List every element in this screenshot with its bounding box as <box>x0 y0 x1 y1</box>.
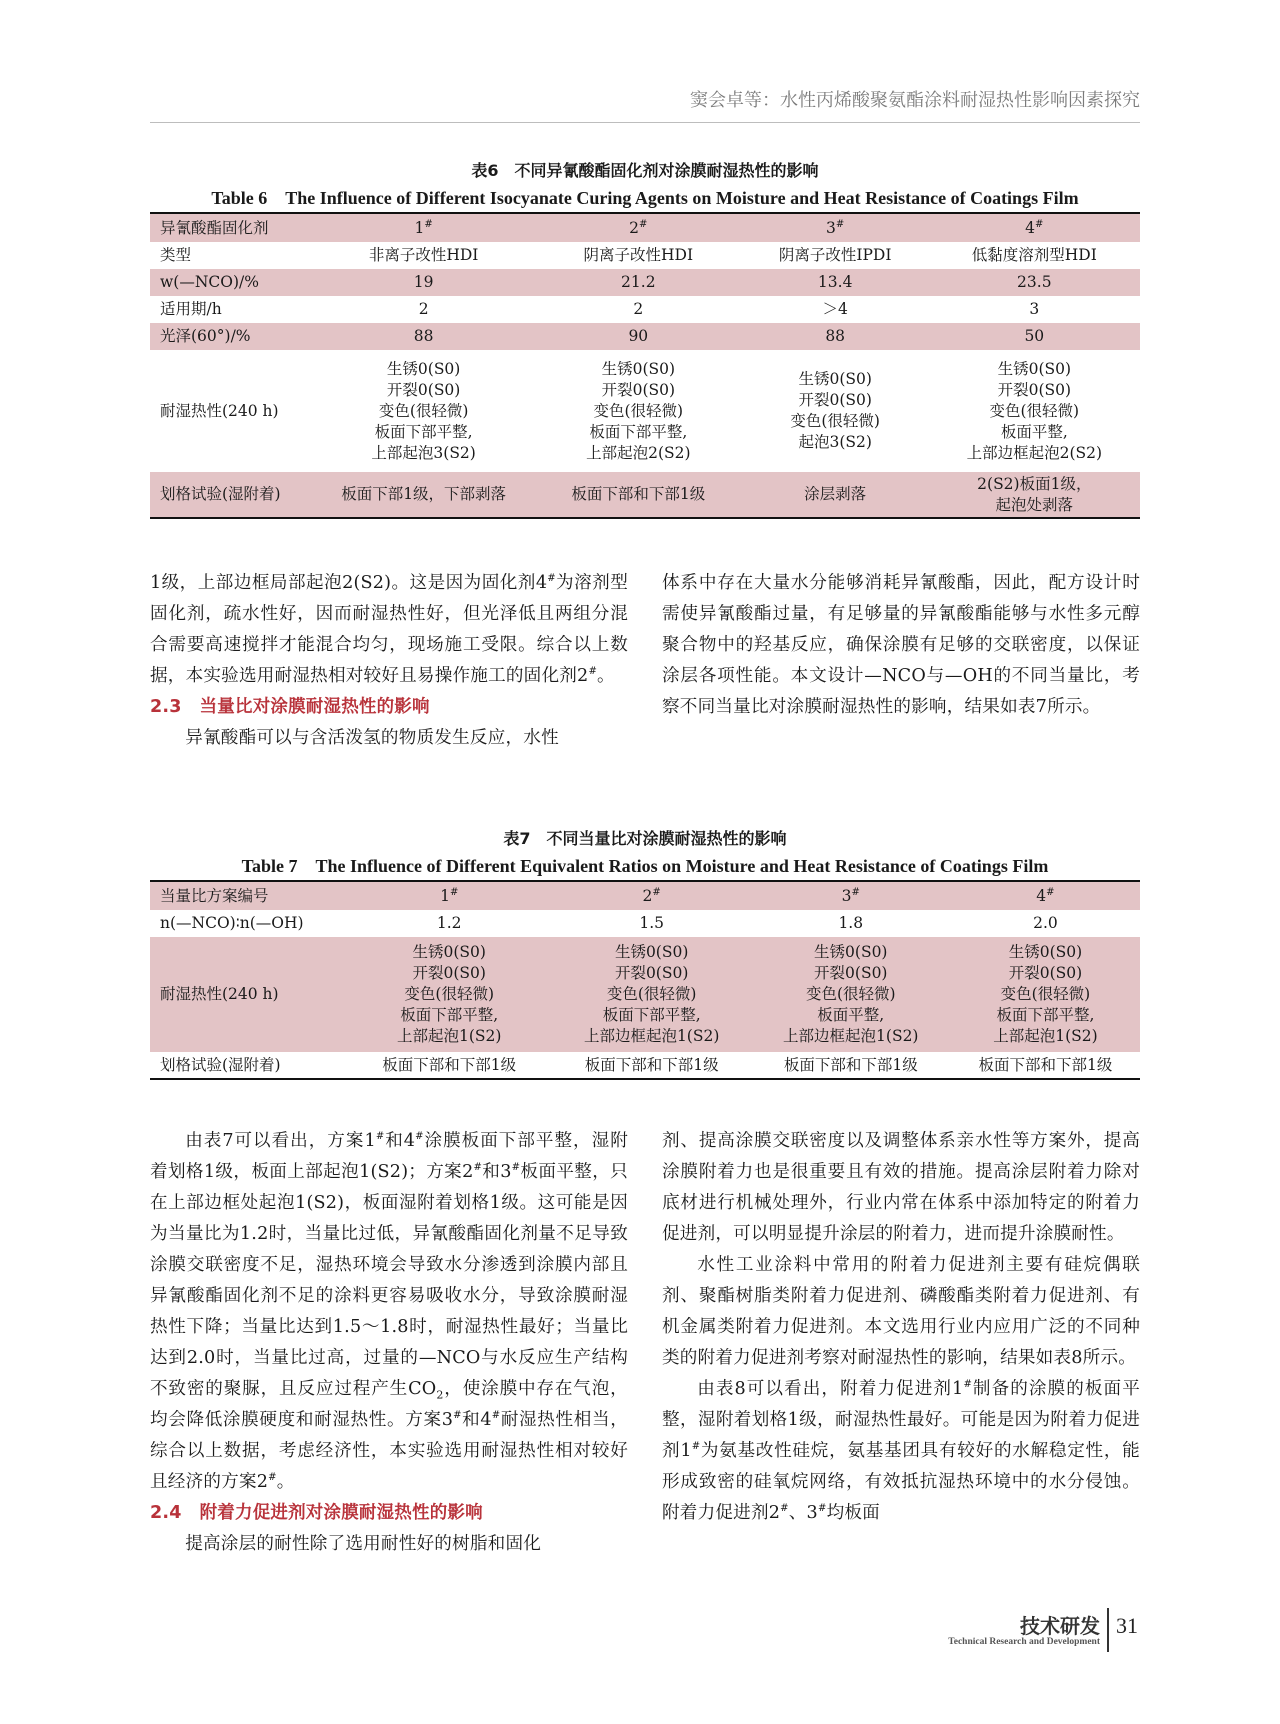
table6-column-label: 1 <box>414 218 425 237</box>
table6-cell-line: 变色(很轻微) <box>989 401 1080 420</box>
section-number: 2.4 <box>150 1503 182 1523</box>
text-column-left-1 <box>150 568 628 754</box>
table7-row-label <box>150 910 346 937</box>
table6-row-label-text: w(—NCO)/% <box>160 273 259 291</box>
table7-cell <box>751 1052 951 1079</box>
table7-row-label-text: n(—NCO)∶n(—OH) <box>160 914 304 932</box>
table7-column-label: 4 <box>1036 886 1047 905</box>
table7-cell-line: 变色(很轻微) <box>805 985 896 1003</box>
table7-cell-line: 生锈0(S0) <box>412 943 486 961</box>
table6-cell <box>742 350 929 472</box>
table6-cell-text: 19 <box>413 273 434 291</box>
table7-column-4: 4# <box>951 881 1140 910</box>
table7-cell-text: 板面下部和下部1级 <box>382 1055 517 1074</box>
table7-row <box>150 910 1140 937</box>
text-column-right-1 <box>662 568 1140 723</box>
table6-column-label: 4 <box>1025 218 1036 237</box>
table6-cell-line: 变色(很轻微) <box>593 401 684 420</box>
table6-column-4: 4# <box>929 213 1140 242</box>
table6-cell <box>742 296 929 323</box>
table7-cell-line: 生锈0(S0) <box>814 943 888 961</box>
table6-cell-line: 生锈0(S0) <box>798 370 872 388</box>
table6-cell-text: 88 <box>413 327 434 345</box>
table7-cell-text: 1.2 <box>436 914 462 932</box>
table6-row-label-text: 类型 <box>160 246 192 264</box>
section-title: 当量比对涂膜耐湿热性的影响 <box>199 697 430 717</box>
table6-cell-text: 13.4 <box>817 273 853 291</box>
table6-cell <box>929 323 1140 350</box>
paragraph: 水性工业涂料中常用的附着力促进剂主要有硅烷偶联剂、聚酯树脂类附着力促进剂、磷酸酯类附着力促进剂、有机金属类附着力促进剂。本文选用行业内应用广泛的不同种类的附着力促进剂考察对耐湿热性的影响，结果如表8所示。 <box>662 1255 1140 1368</box>
table7-cell <box>553 910 751 937</box>
table7-column-label: 1 <box>440 886 450 905</box>
table7-row-label <box>150 1052 346 1079</box>
table6-cell-line: 板面下部1级，下部剥落 <box>341 485 507 503</box>
table6-header-row <box>150 213 1140 242</box>
table6-cell-line: 板面平整, <box>1000 422 1068 441</box>
table7-cell-line: 板面下部平整, <box>602 1006 701 1024</box>
table6-cell-text: 阴离子改性HDI <box>583 246 694 264</box>
table7-cell-line: 板面下部平整, <box>996 1006 1095 1024</box>
table6-cell-line: 生锈0(S0) <box>997 359 1072 378</box>
table6-cell-line: 板面下部平整, <box>589 422 688 441</box>
table6-cell <box>929 269 1140 296</box>
table6-cell-line: 开裂0(S0) <box>386 380 461 399</box>
table6-cell-text: 88 <box>825 327 846 345</box>
table6-column-label: 2 <box>629 218 640 237</box>
table6-cell-text: 低黏度溶剂型HDI <box>971 246 1097 264</box>
table7-cell <box>951 1052 1140 1079</box>
table6-cell <box>312 350 534 472</box>
table7-cell <box>346 1052 553 1079</box>
table7-cell-line: 开裂0(S0) <box>1008 964 1083 982</box>
text-column-right-2 <box>662 1126 1140 1529</box>
footer-divider <box>1107 1608 1109 1652</box>
table7-col-header-label: 当量比方案编号 <box>160 886 269 905</box>
table7-cell-text: 1.5 <box>639 914 664 932</box>
paragraph: 由表8可以看出，附着力促进剂1#制备的涂膜的板面平整，湿附着划格1级，耐湿热性最好。可能是因为附着力促进剂1#为氨基改性硅烷，氨基基团具有较好的水解稳定性，能形成致密的硅氧烷网络，有效抵抗湿热环境中的水分侵蚀。附着力促进剂2#、3#均板面 <box>662 1379 1140 1523</box>
page-number: 31 <box>1116 1613 1138 1638</box>
table6-cell-text: 23.5 <box>1017 273 1052 291</box>
table7-cell-line: 上部起泡1(S2) <box>993 1027 1098 1045</box>
footer-section-en: Technical Research and Development <box>948 1637 1100 1647</box>
table6-row <box>150 350 1140 472</box>
text-column-left-2 <box>150 1126 628 1560</box>
section-heading <box>150 1498 628 1529</box>
table7-cell-line: 生锈0(S0) <box>614 943 689 961</box>
table6-cell <box>312 472 534 518</box>
table6-cell-text: 阴离子改性IPDI <box>778 246 892 264</box>
table6-caption-cn: 表6 不同异氰酸酯固化剂对涂膜耐湿热性的影响 <box>471 161 819 180</box>
table6-cell-line: 上部起泡3(S2) <box>371 443 476 462</box>
table7-cell-line: 开裂0(S0) <box>614 964 689 982</box>
table7-cell-text: 板面下部和下部1级 <box>783 1055 918 1074</box>
table7-cell-text: 1.8 <box>838 914 864 932</box>
table7-cell-text: 板面下部和下部1级 <box>978 1055 1113 1074</box>
table6-cell <box>535 269 742 296</box>
table7-cell <box>951 910 1140 937</box>
table6-row-label-text: 适用期/h <box>160 300 222 318</box>
table6-row <box>150 242 1140 269</box>
table7-cell-text: 板面下部和下部1级 <box>584 1055 719 1074</box>
table6-row-label <box>150 242 312 269</box>
table7-cell <box>951 937 1140 1052</box>
table7-cell <box>751 937 951 1052</box>
table6-cell-text: 50 <box>1024 327 1045 345</box>
table6-cell-line: 板面下部和下部1级 <box>571 485 706 503</box>
table6-caption-en: Table 6 The Influence of Different Isocyanate Curing Agents on Moisture and Heat Resistance of Coatings Film <box>211 188 1079 208</box>
table6-row <box>150 296 1140 323</box>
table6-cell-text: 2 <box>418 300 429 318</box>
table6-cell <box>742 242 929 269</box>
table6-cell <box>312 296 534 323</box>
section-number: 2.3 <box>150 697 182 717</box>
paragraph: 由表7可以看出，方案1#和4#涂膜板面下部平整，湿附着划格1级，板面上部起泡1(S2)；方案2#和3#板面平整，只在上部边框处起泡1(S2)，板面湿附着划格1级。这可能是因为当量比为1.2时，当量比过低，异氰酸酯固化剂量不足导致涂膜交联密度不足，湿热环境会导致水分渗透到涂膜内部且异氰酸酯固化剂不足的涂料更容易吸收水分，导致涂膜耐湿热性下降；当量比达到1.5～1.8时，耐湿热性最好；当量比达到2.0时，当量比过高，过量的—NCO与水反应生产结构不致密的聚脲，且反应过程产生$CO_2$，使涂膜中存在气泡，均会降低涂膜硬度和耐湿热性。方案3#和4#耐湿热性相当，综合以上数据，考虑经济性，本实验选用耐湿热性相对较好且经济的方案2#。 <box>150 1131 628 1492</box>
paragraph: 剂、提高涂膜交联密度以及调整体系亲水性等方案外，提高涂膜附着力也是很重要且有效的措施。提高涂层附着力除对底材进行机械处理外，行业内常在体系中添加特定的附着力促进剂，可以明显提升涂层的附着力，进而提升涂膜耐性。 <box>662 1131 1140 1244</box>
table7-cell-line: 生锈0(S0) <box>1008 943 1083 961</box>
table7-cell <box>553 937 751 1052</box>
table6-cell <box>535 350 742 472</box>
table6-row-label-text: 划格试验(湿附着) <box>160 485 281 503</box>
table7-cell-line: 变色(很轻微) <box>1000 985 1091 1003</box>
table7-column-1: 1# <box>346 881 553 910</box>
table7-cell-text: 2.0 <box>1033 914 1058 932</box>
table7-row-label-text: 划格试验(湿附着) <box>160 1055 281 1074</box>
table6-row-label-text: 光泽(60°)/% <box>160 327 251 345</box>
table6-column-3: 3# <box>742 213 929 242</box>
table6-row-label <box>150 296 312 323</box>
table7-cell-line: 上部起泡1(S2) <box>396 1027 502 1045</box>
table7-row-label <box>150 937 346 1052</box>
table6-cell-text: 非离子改性HDI <box>368 246 479 264</box>
paragraph: 体系中存在大量水分能够消耗异氰酸酯，因此，配方设计时需使异氰酸酯过量，有足够量的异氰酸酯能够与水性多元醇聚合物中的羟基反应，确保涂膜有足够的交联密度，以保证涂层各项性能。本文设计—NCO与—OH的不同当量比，考察不同当量比对涂膜耐湿热性的影响，结果如表7所示。 <box>662 573 1140 717</box>
table6-cell-line: 板面下部平整, <box>374 422 473 441</box>
table7-cell <box>346 937 553 1052</box>
table6 <box>150 212 1140 519</box>
table6-cell <box>535 323 742 350</box>
table6-row <box>150 472 1140 518</box>
table7-cell <box>346 910 553 937</box>
table7-cell-line: 开裂0(S0) <box>814 964 888 982</box>
table6-cell-line: 生锈0(S0) <box>386 359 461 378</box>
table7-row <box>150 1052 1140 1079</box>
table6-row-label <box>150 350 312 472</box>
table6-cell-line: 开裂0(S0) <box>601 380 676 399</box>
table6-cell-line: 涂层剥落 <box>804 485 867 503</box>
table6-cell <box>742 323 929 350</box>
table6-cell-text: 2 <box>633 300 644 318</box>
table6-column-1: 1# <box>312 213 534 242</box>
table7-row <box>150 937 1140 1052</box>
table6-cell <box>535 296 742 323</box>
table7-cell-line: 板面平整, <box>817 1006 885 1024</box>
table7-row-label-text: 耐湿热性(240 h) <box>160 985 279 1003</box>
table6-cell-line: 变色(很轻微) <box>378 401 469 420</box>
table7-cell-line: 开裂0(S0) <box>412 964 486 982</box>
table7-col-header <box>150 881 346 910</box>
table6-cell <box>535 472 742 518</box>
table6-cell-line: 起泡3(S2) <box>798 433 872 451</box>
table6-row-label <box>150 269 312 296</box>
table6-cell <box>312 269 534 296</box>
table6-cell-line: 起泡处剥落 <box>995 495 1074 514</box>
table6-cell <box>312 323 534 350</box>
paragraph: 1级，上部边框局部起泡2(S2)。这是因为固化剂4#为溶剂型固化剂，疏水性好，因而耐湿热性好，但光泽低且两组分混合需要高速搅拌才能混合均匀，现场施工受限。综合以上数据，本实验选用耐湿热相对较好且易操作施工的固化剂2#。 <box>150 573 628 686</box>
table7-cell-line: 板面下部平整, <box>400 1006 499 1024</box>
table6-cell-line: 2(S2)板面1级， <box>977 474 1092 493</box>
table6-cell-line: 变色(很轻微) <box>790 412 880 430</box>
table6-col-header <box>150 213 312 242</box>
table7-column-label: 2 <box>642 886 653 905</box>
paragraph: 异氰酸酯可以与含活泼氢的物质发生反应，水性 <box>185 728 559 748</box>
table6-cell-line: 开裂0(S0) <box>997 380 1072 399</box>
footer-section-cn: 技术研发 <box>1020 1614 1100 1638</box>
table6-cell-text: 21.2 <box>621 273 656 291</box>
table7-header-row <box>150 881 1140 910</box>
section-heading <box>150 692 628 723</box>
table6-row-label <box>150 323 312 350</box>
paragraph: 提高涂层的耐性除了选用耐性好的树脂和固化 <box>185 1534 542 1554</box>
table7-cell <box>751 910 951 937</box>
table6-cell-line: 开裂0(S0) <box>798 391 872 409</box>
table6-cell <box>929 242 1140 269</box>
table6-cell-text: ＞4 <box>822 300 848 318</box>
table6-cell-text: 90 <box>628 327 649 345</box>
table6-row <box>150 323 1140 350</box>
table6-row <box>150 269 1140 296</box>
section-title: 附着力促进剂对涂膜耐湿热性的影响 <box>199 1503 483 1523</box>
table6-cell <box>535 242 742 269</box>
table7-cell-line: 上部边框起泡1(S2) <box>583 1027 720 1045</box>
table6-cell-line: 上部起泡2(S2) <box>586 443 691 462</box>
table6-cell-line: 上部边框起泡2(S2) <box>966 443 1103 462</box>
table6-col-header-label: 异氰酸酯固化剂 <box>160 218 269 237</box>
table6-cell-text: 3 <box>1029 300 1040 318</box>
table6-cell <box>929 296 1140 323</box>
table7-column-label: 3 <box>841 886 852 905</box>
table7-cell-line: 上部边框起泡1(S2) <box>783 1027 919 1045</box>
table7-column-2: 2# <box>553 881 751 910</box>
table6-row-label <box>150 472 312 518</box>
table7 <box>150 880 1140 1080</box>
table6-row-label-text: 耐湿热性(240 h) <box>160 401 279 420</box>
table7-caption-cn: 表7 不同当量比对涂膜耐湿热性的影响 <box>503 829 787 848</box>
table6-cell <box>742 269 929 296</box>
table6-column-2: 2# <box>535 213 742 242</box>
table7-cell-line: 变色(很轻微) <box>404 985 495 1003</box>
table6-cell <box>929 472 1140 518</box>
table6-column-label: 3 <box>826 218 836 237</box>
table7-column-3: 3# <box>751 881 951 910</box>
table6-cell <box>929 350 1140 472</box>
table6-cell-line: 生锈0(S0) <box>601 359 676 378</box>
table7-cell <box>553 1052 751 1079</box>
table7-cell-line: 变色(很轻微) <box>606 985 697 1003</box>
running-header: 窦会卓等：水性丙烯酸聚氨酯涂料耐湿热性影响因素探究 <box>150 86 1140 123</box>
table7-caption-en: Table 7 The Influence of Different Equivalent Ratios on Moisture and Heat Resistance of Coatings Film <box>241 856 1049 876</box>
table6-cell <box>742 472 929 518</box>
table6-cell <box>312 242 534 269</box>
